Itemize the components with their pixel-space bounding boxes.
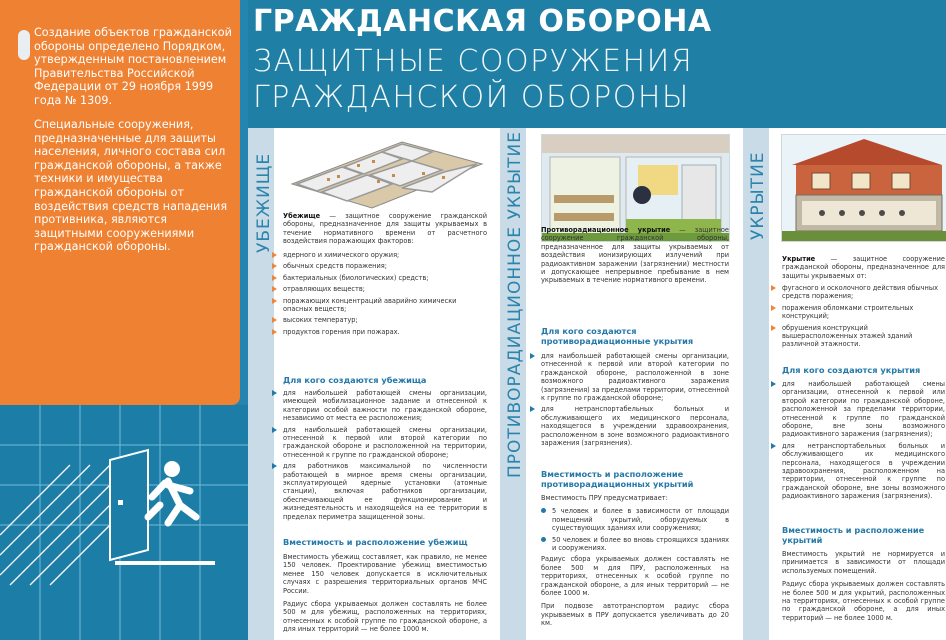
shelter-factors [272,251,487,339]
cover-capacity-heading: Вместимость и расположение укрытий [782,525,925,545]
cover-term: Укрытие [782,255,816,263]
cover-for-whom-list [771,380,945,504]
list-item: обрушения конструкций вышерасположенных этажей зданий различной этажности. [771,324,945,349]
list-item: ядерного и химического оружия; [272,251,487,259]
list-item: для работников максимальной по численности работающей в мирное время смены организации, эксплуатирующей ядерные установки (атомные станции), включая работников организации, обеспечивающей ее функционирование и жизнедеятельность и находящейся на ее территории в пределах периметра защищенной зоны. [272,462,487,521]
evacuation-sign-panel [0,405,248,640]
antiradiation-capacity-lead: Вместимость ПРУ предусматривает: [541,494,668,502]
vertical-label-cover: УКРЫТИЕ [748,151,768,240]
shelter-for-whom-list [272,389,487,524]
cover-for-whom-heading: Для кого создаются укрытия [782,365,921,375]
cover-capacity-text [782,550,945,627]
list-item: поражения обломками строительных конструкций; [771,304,945,321]
antiradiation-capacity-heading: Вместимость и расположение противорадиационных укрытий [541,469,694,489]
antiradiation-capacity-para-2: Радиус сбора укрываемых должен составлять не более 500 м для ПРУ, расположенных на территориях, отнесенных к особой группе по гражданской обороне, а для иных территорий — не более 1000 м. [541,555,729,598]
shelter-capacity-heading: Вместимость и расположение убежищ [283,537,468,547]
list-item: для наибольшей работающей смены организации, отнесенной к первой или второй категории по гражданской обороне и расположенной на территории, отнесенной к группе по гражданской обороне; [272,426,487,460]
list-item: 5 человек и более в зависимости от площади помещений укрытий, оборудуемых в существующих зданиях или сооружениях; [541,507,729,532]
intro-paragraph-1: Создание объектов гражданской обороны определено Порядком, утвержденным постановлением Правительства Российской Федерации от 29 ноября 1999 года № 1309. [34,26,232,107]
cover-capacity-para-1: Вместимость укрытий не нормируется и принимается в зависимости от площади используемых помещений. [782,550,945,575]
list-item: обычных средств поражения; [272,262,487,270]
page-subtitle: ЗАЩИТНЫЕ СООРУЖЕНИЯ ГРАЖДАНСКОЙ ОБОРОНЫ [253,44,694,115]
list-item: фугасного и осколочного действия обычных средств поражения; [771,284,945,301]
shelter-definition [283,212,487,251]
list-item: для наибольшей работающей смены организации, имеющей мобилизационное задание и отнесенной к категории особой важности по гражданской обороне, независимо от места ее расположения; [272,389,487,423]
shelter-plan-image [282,134,487,212]
shelter-for-whom-heading: Для кого создаются убежища [283,375,427,385]
list-item: для нетранспортабельных больных и обслуживающего их медицинского персонала, находящегося в учреждении здравоохранения, расположенном на территории, отнесенной к группе по гражданской обороне, вне зоны возможного радиоактивного заражения (загрязнения). [771,442,945,501]
list-item: для наибольшей работающей смены организации, отнесенной к первой или второй категории по гражданской обороне, расположенной за пределами территории, отнесенной к группе по гражданской обороне, вне зоны возможного радиоактивного заражения (загрязнения); [771,380,945,439]
intro-paragraph-2: Специальные сооружения, предназначенные для защиты населения, личного состава сил гражданской обороны, а также техники и имущества гражданской обороны от воздействия средств нападения противника, являются защитными сооружениями гражданской обороны. [34,118,228,254]
shelter-intro: — защитное сооружение гражданской обороны, предназначенное для защиты укрываемых в течение нормативного времени от расчетного воздействия поражающих факторов: [283,212,487,246]
shelter-capacity-para-2: Радиус сбора укрываемых должен составлять не более 500 м для убежищ, расположенных на территориях, отнесенных к особой группе по гражданской обороне, а для иных территорий — не более 1000 м. [283,600,487,634]
antiradiation-capacity-para-3: При подвозе автотранспортом радиус сбора укрываемых в ПРУ допускается увеличивать до 20 км. [541,602,729,628]
list-item: бактериальных (биологических) средств; [272,274,487,282]
list-item: продуктов горения при пожарах. [272,328,487,336]
cover-shelter-image [781,134,946,242]
cover-factors [771,284,945,352]
emergency-exit-icon [0,405,248,640]
list-item: отравляющих веществ; [272,285,487,293]
page-title: ГРАЖДАНСКАЯ ОБОРОНА [253,4,712,39]
cover-intro: — защитное сооружение гражданской обороны, предназначенное для защиты укрываемых от: [782,255,945,280]
vertical-label-shelter: УБЕЖИЩЕ [254,152,274,253]
antiradiation-for-whom-list [530,352,729,450]
cover-capacity-para-2: Радиус сбора укрываемых должен составлять не более 500 м для укрытий, расположенных на территориях, отнесенных к особой группе по гражданской обороне, а для иных территорий — не более 1000 м. [782,580,945,622]
antiradiation-definition [541,226,729,290]
list-item: для нетранспортабельных больных и обслуживающего их медицинского персонала, находящегося в учреждении здравоохранения, расположенном в зоне возможного радиоактивного заражения (загрязнения). [530,405,729,447]
vertical-label-antiradiation: ПРОТИВОРАДИАЦИОННОЕ УКРЫТИЕ [505,131,525,478]
list-item: поражающих концентраций аварийно химически опасных веществ; [272,297,487,314]
shelter-capacity-para-1: Вместимость убежищ составляет, как правило, не менее 150 человек. Проектирование убежищ вместимостью менее 150 человек допускается в исключительных случаях с разрешения территориальных органов МЧС России. [283,553,487,595]
shelter-term: Убежище [283,212,321,220]
cover-definition [782,255,945,285]
intro-card [0,0,240,405]
shelter-capacity-text [283,553,487,639]
list-item: для наибольшей работающей смены организации, отнесенной к первой или второй категории по гражданской обороне, расположенной в зоне возможного радиоактивного заражения (загрязнения) за пределами территории, отнесенной к группе по гражданской обороне; [530,352,729,402]
card-tab [18,30,30,60]
list-item: 50 человек и более во вновь строящихся зданиях и сооружениях. [541,536,729,553]
antiradiation-capacity-text [541,494,729,633]
antiradiation-for-whom-heading: Для кого создаются противорадиационные укрытия [541,326,694,346]
list-item: высоких температур; [272,316,487,324]
antiradiation-intro: — защитное сооружение гражданской обороны, предназначенное для защиты укрываемых от воздействия ионизирующих излучений при радиоактивном заражении (загрязнении) местности и допускающее непрерывное пребывание в нем укрываемых в течение нормативного времени. [541,226,729,285]
antiradiation-term: Противорадиационное укрытие [541,226,671,234]
